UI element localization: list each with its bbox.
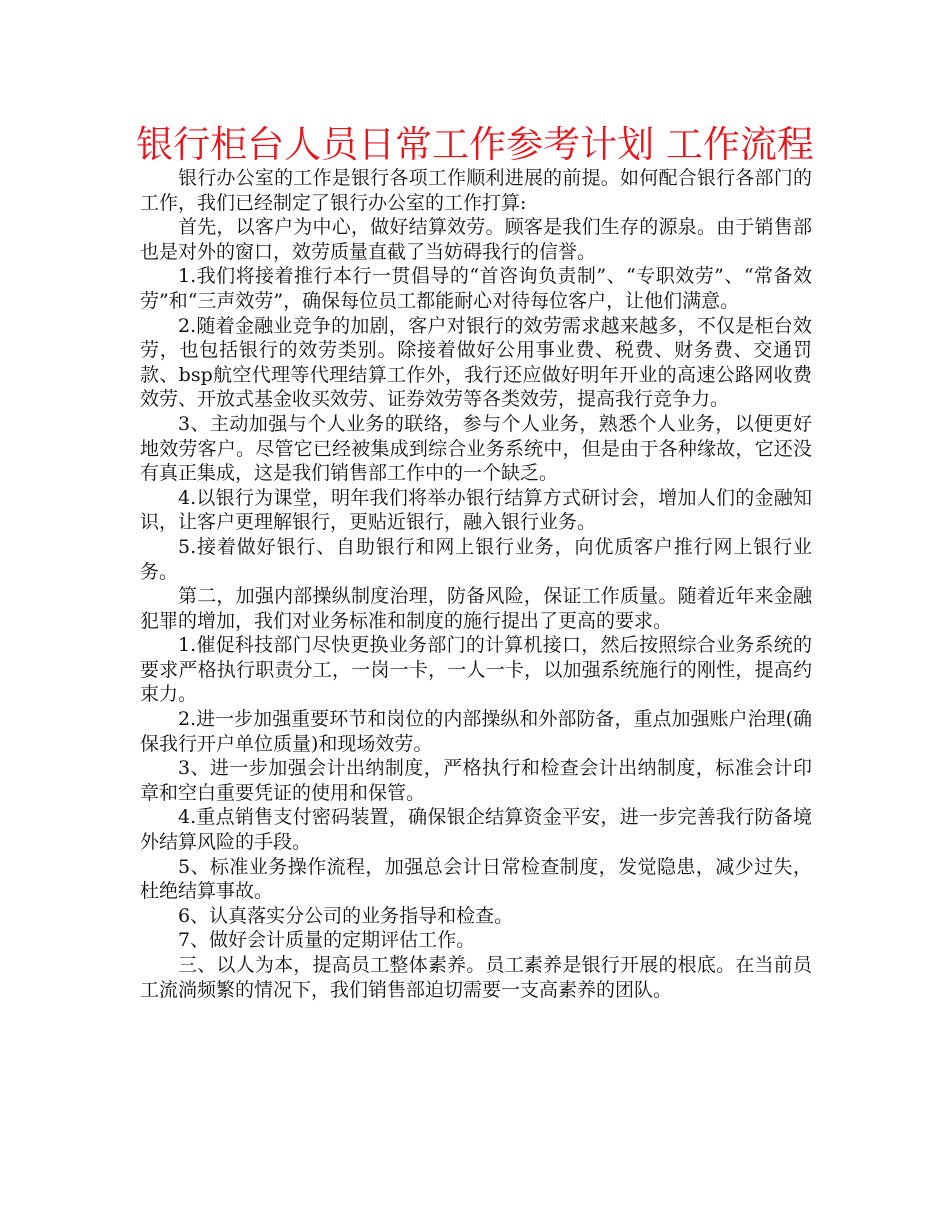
document-body [140, 166, 812, 1002]
paragraph: 2.进一步加强重要环节和岗位的内部操纵和外部防备，重点加强账户治理(确保我行开户单位质量)和现场效劳。 [140, 708, 812, 755]
paragraph: 1.催促科技部门尽快更换业务部门的计算机接口，然后按照综合业务系统的要求严格执行职责分工，一岗一卡，一人一卡，以加强系统施行的刚性，提高约束力。 [140, 634, 812, 706]
paragraph: 银行办公室的工作是银行各项工作顺利进展的前提。如何配合银行各部门的工作，我们已经制定了银行办公室的工作打算: [140, 167, 812, 214]
paragraph: 三、以人为本，提高员工整体素养。员工素养是银行开展的根底。在当前员工流淌频繁的情况下，我们销售部迫切需要一支高素养的团队。 [140, 954, 812, 1001]
document-title: 银行柜台人员日常工作参考计划 工作流程 [136, 123, 814, 166]
paragraph: 首先，以客户为中心，做好结算效劳。顾客是我们生存的源泉。由于销售部也是对外的窗口，效劳质量直截了当妨碍我行的信誉。 [140, 216, 812, 263]
paragraph: 第二，加强内部操纵制度治理，防备风险，保证工作质量。随着近年来金融犯罪的增加，我们对业务标准和制度的施行提出了更高的要求。 [140, 585, 812, 632]
paragraph: 5.接着做好银行、自助银行和网上银行业务，向优质客户推行网上银行业务。 [140, 535, 812, 583]
paragraph: 6、认真落实分公司的业务指导和检查。 [178, 904, 514, 927]
paragraph: 3、进一步加强会计出纳制度，严格执行和检查会计出纳制度，标准会计印章和空白重要凭证的使用和保管。 [140, 757, 812, 804]
paragraph: 3、主动加强与个人业务的联络，参与个人业务，熟悉个人业务，以便更好地效劳客户。尽管它已经被集成到综合业务系统中，但是由于各种缘故，它还没有真正集成，这是我们销售部工作中的一个缺乏。 [140, 412, 812, 485]
paragraph: 4.以银行为课堂，明年我们将举办银行结算方式研讨会，增加人们的金融知识，让客户更理解银行，更贴近银行，融入银行业务。 [140, 486, 812, 534]
paragraph: 4.重点销售支付密码装置，确保银企结算资金平安，进一步完善我行防备境外结算风险的手段。 [140, 806, 812, 854]
paragraph: 5、标准业务操作流程，加强总会计日常检查制度，发觉隐患，减少过失，杜绝结算事故。 [140, 855, 812, 903]
paragraph: 7、做好会计质量的定期评估工作。 [178, 929, 476, 952]
paragraph: 1.我们将接着推行本行一贯倡导的“首咨询负责制”、“专职效劳”、“常备效劳”和“三声效劳”，确保每位员工都能耐心对待每位客户，让他们满意。 [140, 265, 812, 312]
paragraph: 2.随着金融业竞争的加剧，客户对银行的效劳需求越来越多，不仅是柜台效劳，也包括银行的效劳类别。除接着做好公用事业费、税费、财务费、交通罚款、bsp航空代理等代理结算工作外，我行还应做好明年开业的高速公路网收费效劳、开放式基金收买效劳、证券效劳等各类效劳，提高我行竞争力。 [140, 314, 812, 411]
